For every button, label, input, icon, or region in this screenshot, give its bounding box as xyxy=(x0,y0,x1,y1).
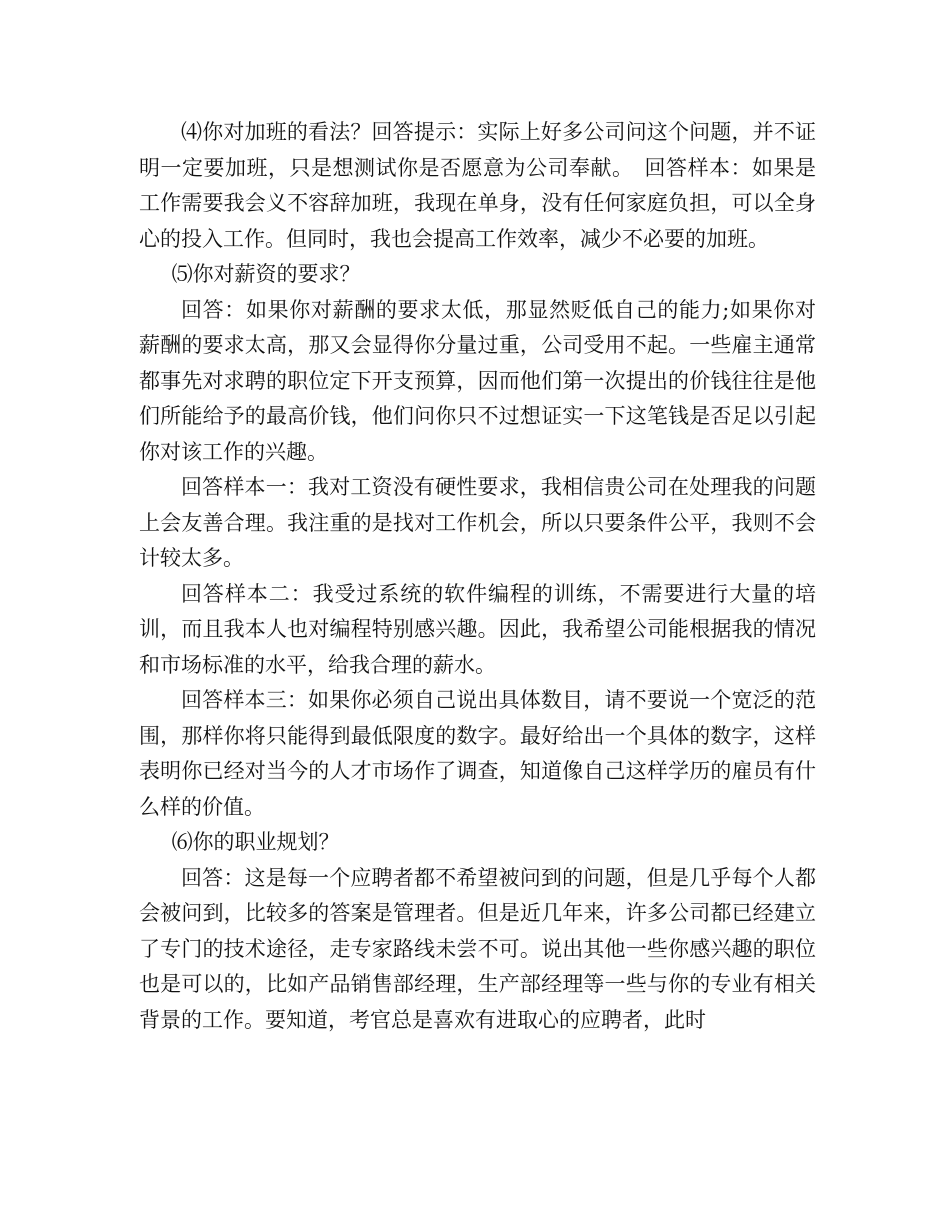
paragraph-overtime-question: ⑷你对加班的看法？回答提示：实际上好多公司问这个问题，并不证明一定要加班，只是想测试你是否愿意为公司奉献。 回答样本：如果是工作需要我会义不容辞加班，我现在单身，没有任何家庭负担，可以全身心的投入工作。但同时，我也会提高工作效率，减少不必要的加班。 xyxy=(139,120,816,251)
paragraph-salary-sample-three: 回答样本三：如果你必须自己说出具体数目，请不要说一个宽泛的范围，那样你将只能得到最低限度的数字。最好给出一个具体的数字，这样表明你已经对当今的人才市场作了调查，知道像自己这样学历的雇员有什么样的价值。 xyxy=(139,688,816,819)
paragraph-salary-sample-two: 回答样本二：我受过系统的软件编程的训练，不需要进行大量的培训，而且我本人也对编程特别感兴趣。因此，我希望公司能根据我的情况和市场标准的水平，给我合理的薪水。 xyxy=(139,581,816,677)
paragraph-career-plan-answer: 回答：这是每一个应聘者都不希望被问到的问题，但是几乎每个人都会被问到，比较多的答案是管理者。但是近几年来，许多公司都已经建立了专门的技术途径，走专家路线未尝不可。说出其他一些你感兴趣的职位也是可以的，比如产品销售部经理，生产部经理等一些与你的专业有相关背景的工作。要知道，考官总是喜欢有进取心的应聘者，此时 xyxy=(139,865,816,1032)
heading-salary-question: ⑸你对薪资的要求？ xyxy=(171,262,361,286)
document-body xyxy=(139,115,816,1038)
paragraph-salary-sample-one: 回答样本一：我对工资没有硬性要求，我相信贵公司在处理我的问题上会友善合理。我注重的是找对工作机会，所以只要条件公平，我则不会计较太多。 xyxy=(139,475,816,570)
heading-career-plan-question: ⑹你的职业规划？ xyxy=(171,830,340,854)
paragraph-salary-answer: 回答：如果你对薪酬的要求太低，那显然贬低自己的能力;如果你对薪酬的要求太高，那又会显得你分量过重，公司受用不起。一些雇主通常都事先对求聘的职位定下开支预算，因而他们第一次提出的价钱往往是他们所能给予的最高价钱，他们问你只不过想证实一下这笔钱是否足以引起你对该工作的兴趣。 xyxy=(139,297,816,464)
